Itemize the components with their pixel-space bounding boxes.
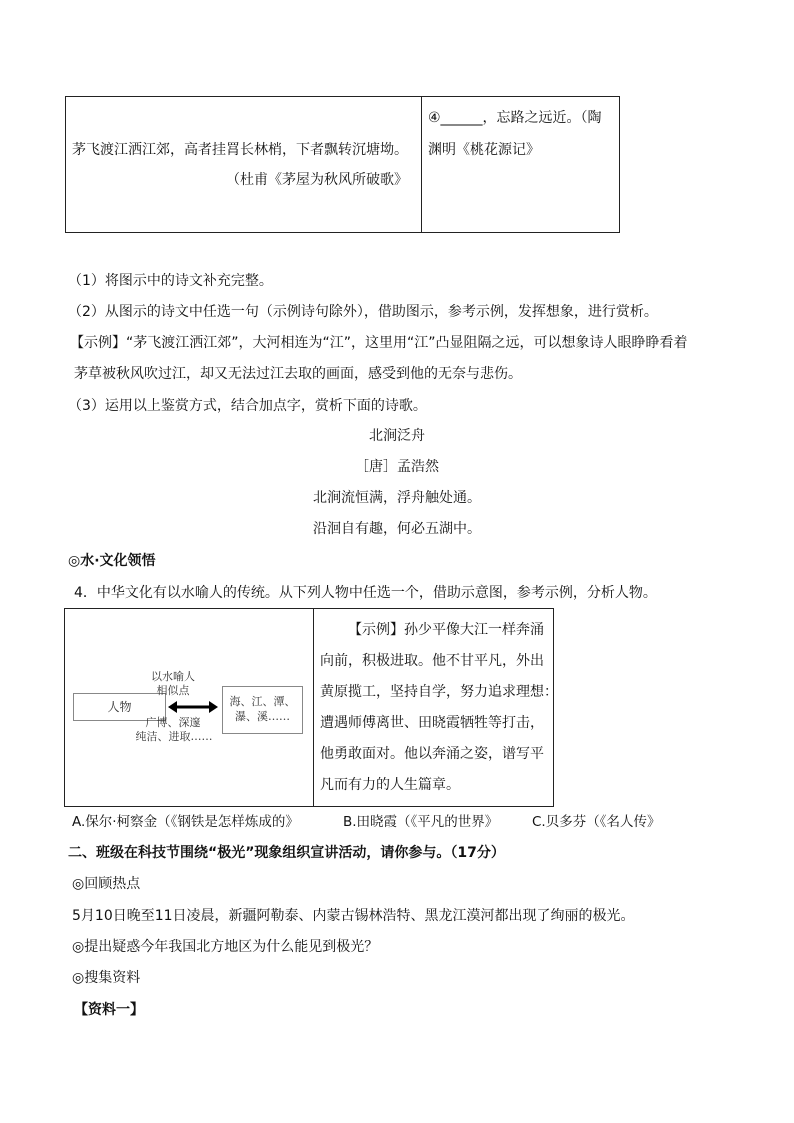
option-b: B.田晓霞（《平凡的世界》 — [343, 814, 499, 830]
poem-author: ［唐］孟浩然 — [355, 459, 439, 475]
collect-heading: ◎搜集资料 — [72, 970, 141, 986]
person-label: 人物 — [107, 700, 132, 714]
section-water-heading: ◎水·文化领悟 — [68, 553, 156, 569]
option-c: C.贝多芬（《名人传》 — [532, 814, 661, 830]
diagram-table-divider — [313, 608, 314, 807]
water-label-2: 瀑、溪…… — [235, 710, 290, 723]
poem-table-right-line2: 渊明《桃花源记》 — [428, 142, 540, 158]
question-3: （3）运用以上鉴赏方式，结合加点字，赏析下面的诗歌。 — [68, 398, 427, 414]
poem-line-2: 沿洄自有趣，何必五湖中。 — [313, 521, 481, 537]
top-label-2: 相似点 — [156, 684, 190, 697]
option-a: A.保尔·柯察金（《钢铁是怎样炼成的》 — [72, 814, 299, 830]
example-box-line: 遭遇师傅离世、田晓霞牺牲等打击， — [320, 715, 544, 731]
poem-table-left-line: 茅飞渡江洒江郊，高者挂罥长林梢，下者飘转沉塘坳。 — [72, 142, 408, 158]
material-1-label: 【资料一】 — [74, 1002, 144, 1018]
poem-table-left-source: （杜甫《茅屋为秋风所破歌》 — [226, 172, 408, 188]
example-box-line: 【示例】孙少平像大江一样奔涌 — [348, 622, 544, 638]
question-heading: ◎提出疑惑今年我国北方地区为什么能见到极光？ — [72, 939, 379, 955]
example-box-line: 凡而有力的人生篇章。 — [320, 777, 460, 793]
review-text: 5月10日晚至11日凌晨，新疆阿勒泰、内蒙古锡林浩特、黑龙江漠河都出现了绚丽的极光。 — [72, 908, 635, 924]
example-box-line: 向前，积极进取。他不甘平凡，外出 — [320, 653, 544, 669]
double-arrow-icon — [168, 699, 218, 715]
question-2: （2）从图示的诗文中任选一句（示例诗句除外），借助图示，参考示例，发挥想象，进行赏析。 — [68, 304, 658, 320]
top-label-1: 以水喻人 — [151, 670, 195, 683]
example-box-line: 黄原揽工，坚持自学，努力追求理想： — [320, 684, 558, 700]
example-line-2: 茅草被秋风吹过江，却又无法过江去取的画面，感受到他的无奈与悲伤。 — [74, 366, 522, 382]
question-4: 4．中华文化有以水喻人的传统。从下列人物中任选一个，借助示意图，参考示例，分析人物。 — [74, 585, 657, 601]
poem-title: 北涧泛舟 — [369, 428, 425, 444]
table-divider — [421, 96, 422, 233]
water-label-1: 海、江、潭、 — [229, 695, 296, 708]
bottom-label-2: 纯洁、进取…… — [135, 730, 213, 743]
review-heading: ◎回顾热点 — [72, 876, 141, 892]
poem-line-1: 北涧流恒满，浮舟触处通。 — [313, 490, 481, 506]
question-1: （1）将图示中的诗文补充完整。 — [68, 273, 273, 289]
section-2-heading: 二、班级在科技节围绕“极光”现象组织宣讲活动，请你参与。（17分） — [68, 845, 505, 861]
poem-table-right-line1: ④______，忘路之远近。（陶 — [428, 110, 602, 126]
bottom-label-1: 广博、深邃 — [145, 716, 201, 729]
example-line-1: 【示例】“茅飞渡江洒江郊”，大河相连为“江”，这里用“江”凸显阻隔之远，可以想象诗人眼睁睁看着 — [70, 335, 688, 351]
example-box-line: 他勇敢面对。他以奔涌之姿，谱写平 — [320, 746, 544, 762]
